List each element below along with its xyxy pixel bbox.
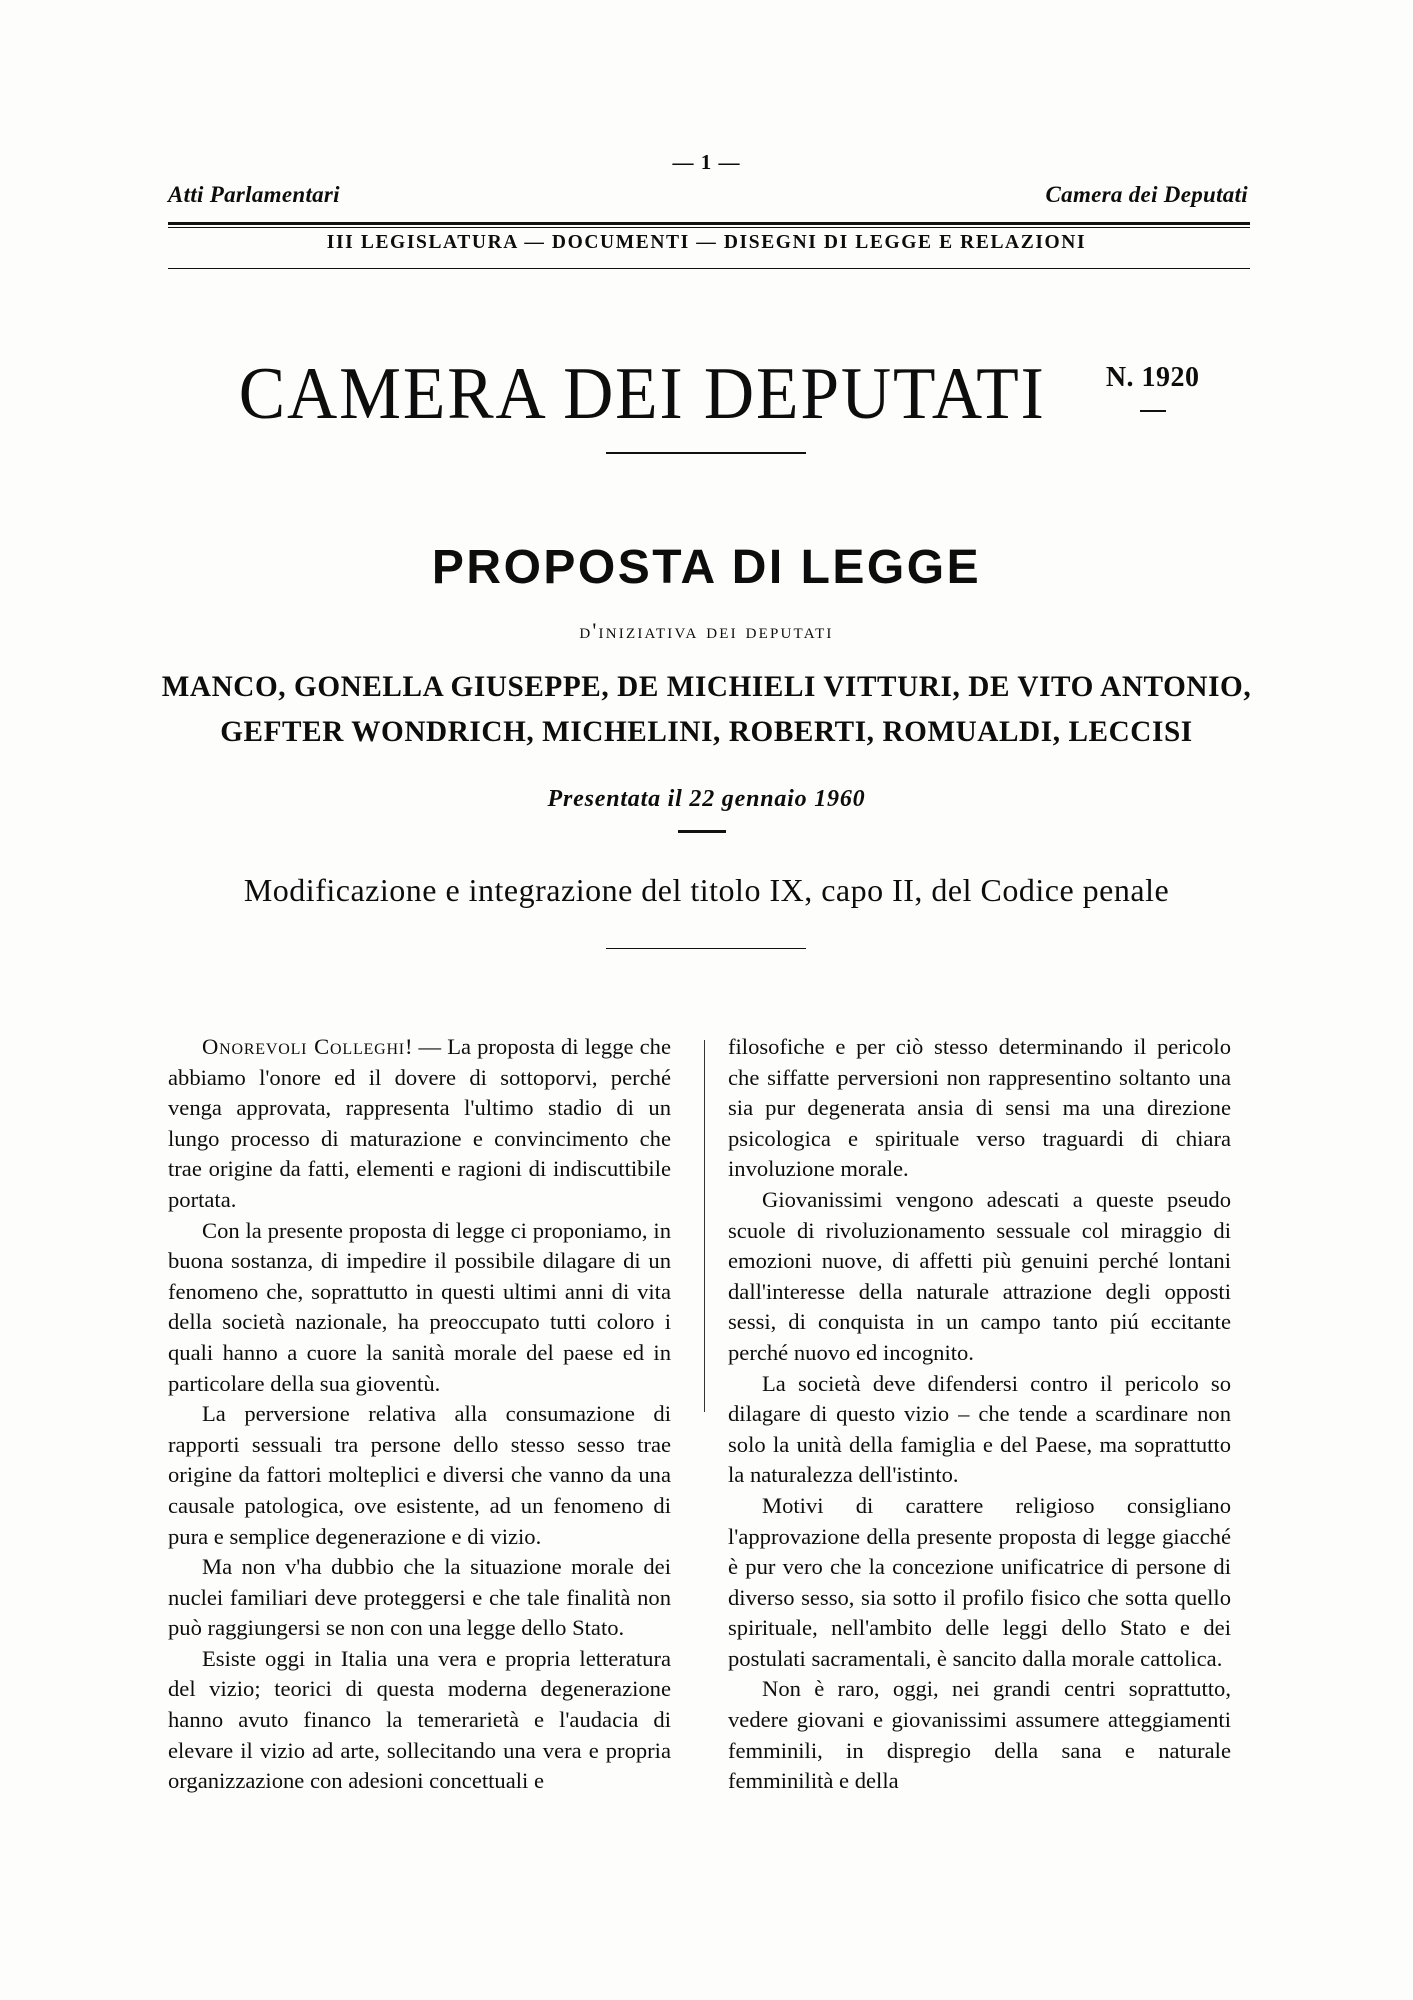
paragraph: La società deve difendersi contro il pericolo so dilagare di questo vizio – che tende a scardinare non solo la unità della famiglia e del Paese, ma soprattutto la naturalezza dell'istinto.: [728, 1370, 1231, 1488]
running-head-right: Camera dei Deputati: [1045, 182, 1248, 207]
paragraph: Giovanissimi vengono adescati a queste pseudo scuole di rivoluzionamento sessuale col miraggio di emozioni nuove, di affetti più genuini perché lontani dall'interesse della naturale attrazione degli opposti sessi, di conquista in un campo tanto piú eccitante perché nuovo ed incognito.: [728, 1186, 1231, 1365]
presentation-rule: [678, 830, 726, 833]
body-column-right: [690, 1032, 1231, 1797]
bill-kind-heading: PROPOSTA DI LEGGE: [431, 541, 982, 594]
subject-rule: [606, 948, 806, 949]
masthead-title: CAMERA DEI DEPUTATI: [239, 353, 1047, 435]
masthead-rule: [606, 452, 806, 454]
masthead-number-block: [1106, 362, 1200, 412]
header-rule-bottom: [168, 268, 1250, 269]
paragraph: filosofiche e per ciò stesso determinando il pericolo che siffatte perversioni non rappresentino soltanto una sia pur degenerata ansia di sensi ma una direzione psicologica e spirituale verso traguardi di chiara involuzione morale.: [728, 1034, 1231, 1182]
paragraph: Non è raro, oggi, nei grandi centri soprattutto, vedere giovani e giovanissimi assumere atteggiamenti femminili, in dispregio della sana e naturale femminilità e della: [728, 1676, 1231, 1794]
header-rule-top: [168, 222, 1250, 228]
deputies-line-1: MANCO, GONELLA GIUSEPPE, DE MICHIELI VITTURI, DE VITO ANTONIO,: [161, 671, 1252, 703]
paragraph: Ma non v'ha dubbio che la situazione morale dei nuclei familiari deve proteggersi e che tale finalità non può raggiungersi se non con una legge dello Stato.: [168, 1554, 671, 1641]
page-folio: — 1 —: [672, 150, 741, 174]
deputies-list: [150, 665, 1263, 755]
paragraph: La perversione relativa alla consumazione di rapporti sessuali tra persone dello stesso sesso trae origine da fattori molteplici e diversi che vanno da una causale patologica, ove esistente, ad un fenomeno di pura e semplice degenerazione e di vizio.: [168, 1401, 671, 1549]
bill-number: N. 1920: [1105, 362, 1200, 393]
body-column-left: [168, 1032, 690, 1797]
paragraph-body: ! — La proposta di legge che abbiamo l'onore ed il dovere di sottoporvi, perché venga approvata, rappresenta l'ultimo stadio di un lungo processo di maturazione e convincimento che trae origine da fatti, elementi e ragioni di indiscuttibile portata.: [168, 1034, 671, 1212]
paragraph: Esiste oggi in Italia una vera e propria letteratura del vizio; teorici di questa moderna degenerazione hanno avuto financo la temerarietà e l'audacia di elevare il vizio ad arte, sollecitando una vera e propria organizzazione con adesioni concettuali e: [168, 1645, 671, 1794]
masthead: [0, 352, 1413, 437]
running-head: [168, 182, 1248, 208]
salutation-text: Onorevoli Colleghi: [202, 1034, 405, 1059]
paragraph: Motivi di carattere religioso consigliano l'approvazione della presente proposta di legge giacché è pur vero che la concezione unificatrice di persone di diverso sesso, sia sotto il profilo fisico che sotta quello spirituale, nell'ambito delle leggi dello Stato e dei postulati sacramentali, è sancito dalla morale cattolica.: [728, 1492, 1231, 1671]
presentation-date: Presentata il 22 gennaio 1960: [547, 786, 866, 812]
running-head-left: Atti Parlamentari: [168, 182, 340, 207]
body-columns: [168, 1032, 1250, 1797]
legislature-line: III LEGISLATURA — DOCUMENTI — DISEGNI DI LEGGE E RELAZIONI: [326, 232, 1087, 253]
bill-subject: Modificazione e integrazione del titolo IX, capo II, del Codice penale: [243, 872, 1170, 908]
paragraph: Con la presente proposta di legge ci proponiamo, in buona sostanza, di impedire il possibile dilagare di un fenomeno che, soprattutto in questi ultimi anni di vita della società nazionale, ha preoccupato tutti coloro i quali hanno a cuore la sanità morale del paese ed in particolare della sua gioventù.: [168, 1217, 671, 1396]
bill-number-rule: [1140, 410, 1166, 412]
initiative-line: d'iniziativa dei deputati: [579, 618, 834, 643]
paragraph-salutation: [168, 1032, 671, 1216]
deputies-line-2: GEFTER WONDRICH, MICHELINI, ROBERTI, ROMUALDI, LECCISI: [220, 716, 1193, 748]
